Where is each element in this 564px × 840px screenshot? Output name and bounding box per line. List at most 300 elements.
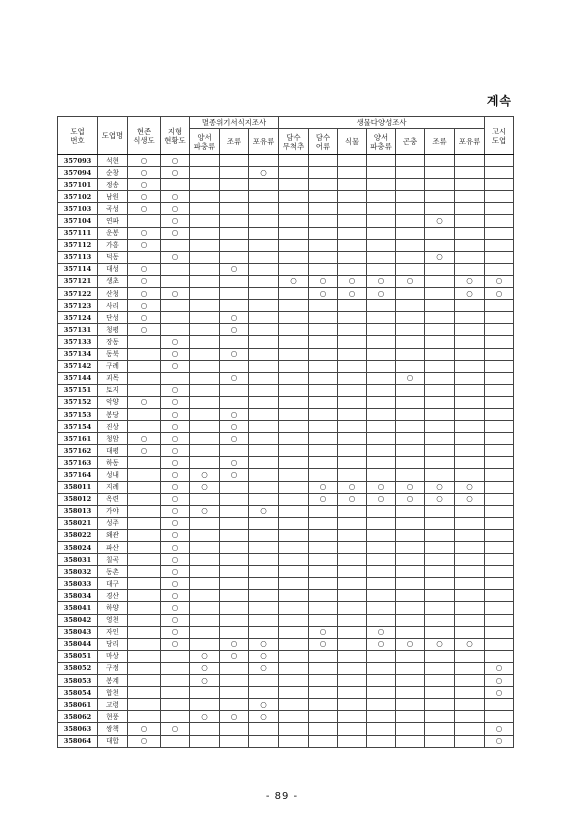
empty-cell <box>220 687 249 699</box>
table-row <box>58 711 514 723</box>
empty-cell <box>396 457 425 469</box>
empty-cell <box>485 372 514 384</box>
empty-cell <box>279 372 309 384</box>
survey-mark-cell: ○ <box>161 626 190 638</box>
map-name-cell: 고령 <box>98 699 128 711</box>
empty-cell <box>128 578 161 590</box>
empty-cell <box>455 614 485 626</box>
table-row <box>58 529 514 541</box>
empty-cell <box>190 288 220 300</box>
empty-cell <box>485 505 514 517</box>
empty-cell <box>367 457 396 469</box>
empty-cell <box>309 650 338 662</box>
empty-cell <box>396 348 425 360</box>
empty-cell <box>249 445 279 457</box>
empty-cell <box>309 505 338 517</box>
map-name-cell: 합천 <box>98 687 128 699</box>
empty-cell <box>220 542 249 554</box>
empty-cell <box>161 372 190 384</box>
empty-cell <box>396 167 425 179</box>
empty-cell <box>220 566 249 578</box>
empty-cell <box>220 578 249 590</box>
map-number-cell: 357154 <box>58 421 98 433</box>
empty-cell <box>190 542 220 554</box>
empty-cell <box>367 312 396 324</box>
empty-cell <box>425 372 455 384</box>
table-row <box>58 421 514 433</box>
map-name-cell: 당리 <box>98 638 128 650</box>
table-row <box>58 275 514 287</box>
empty-cell <box>249 384 279 396</box>
empty-cell <box>190 493 220 505</box>
empty-cell <box>220 384 249 396</box>
empty-cell <box>249 626 279 638</box>
empty-cell <box>128 687 161 699</box>
empty-cell <box>396 324 425 336</box>
empty-cell <box>309 517 338 529</box>
empty-cell <box>249 433 279 445</box>
map-name-cell: 토지 <box>98 384 128 396</box>
table-row <box>58 481 514 493</box>
empty-cell <box>396 179 425 191</box>
survey-mark-cell: ○ <box>220 421 249 433</box>
survey-mark-cell: ○ <box>279 275 309 287</box>
survey-mark-cell: ○ <box>485 288 514 300</box>
survey-mark-cell: ○ <box>161 602 190 614</box>
survey-mark-cell: ○ <box>367 493 396 505</box>
empty-cell <box>455 675 485 687</box>
map-name-cell: 왜관 <box>98 529 128 541</box>
empty-cell <box>249 155 279 167</box>
empty-cell <box>309 687 338 699</box>
empty-cell <box>249 602 279 614</box>
empty-cell <box>279 433 309 445</box>
empty-cell <box>485 324 514 336</box>
empty-cell <box>220 493 249 505</box>
empty-cell <box>220 675 249 687</box>
empty-cell <box>455 602 485 614</box>
empty-cell <box>455 542 485 554</box>
empty-cell <box>396 554 425 566</box>
empty-cell <box>309 336 338 348</box>
continued-label: 계속 <box>486 94 512 108</box>
empty-cell <box>220 699 249 711</box>
survey-mark-cell: ○ <box>220 312 249 324</box>
empty-cell <box>396 723 425 735</box>
empty-cell <box>455 360 485 372</box>
survey-mark-cell: ○ <box>455 493 485 505</box>
table-row <box>58 288 514 300</box>
map-number-cell: 358032 <box>58 566 98 578</box>
map-number-cell: 358022 <box>58 529 98 541</box>
empty-cell <box>309 324 338 336</box>
empty-cell <box>249 457 279 469</box>
empty-cell <box>249 251 279 263</box>
empty-cell <box>425 505 455 517</box>
table-row <box>58 469 514 481</box>
map-number-cell: 357163 <box>58 457 98 469</box>
empty-cell <box>338 251 367 263</box>
empty-cell <box>485 215 514 227</box>
map-number-cell: 357164 <box>58 469 98 481</box>
empty-cell <box>455 372 485 384</box>
empty-cell <box>309 155 338 167</box>
survey-mark-cell: ○ <box>425 481 455 493</box>
empty-cell <box>396 662 425 674</box>
empty-cell <box>367 699 396 711</box>
map-number-cell: 358021 <box>58 517 98 529</box>
survey-mark-cell: ○ <box>309 288 338 300</box>
empty-cell <box>338 566 367 578</box>
empty-cell <box>367 566 396 578</box>
empty-cell <box>396 300 425 312</box>
empty-cell <box>367 300 396 312</box>
survey-mark-cell: ○ <box>161 348 190 360</box>
empty-cell <box>396 699 425 711</box>
survey-mark-cell: ○ <box>161 638 190 650</box>
table-row <box>58 433 514 445</box>
empty-cell <box>279 288 309 300</box>
survey-mark-cell: ○ <box>190 711 220 723</box>
empty-cell <box>128 554 161 566</box>
map-name-cell: 현풍 <box>98 711 128 723</box>
table-row <box>58 638 514 650</box>
empty-cell <box>220 554 249 566</box>
map-name-cell: 영천 <box>98 614 128 626</box>
survey-mark-cell: ○ <box>309 275 338 287</box>
map-number-cell: 357101 <box>58 179 98 191</box>
map-number-cell: 357114 <box>58 263 98 275</box>
empty-cell <box>455 723 485 735</box>
map-name-cell: 자인 <box>98 626 128 638</box>
map-name-cell: 동촌 <box>98 566 128 578</box>
empty-cell <box>190 191 220 203</box>
empty-cell <box>128 650 161 662</box>
empty-cell <box>190 275 220 287</box>
empty-cell <box>220 662 249 674</box>
empty-cell <box>128 457 161 469</box>
empty-cell <box>128 493 161 505</box>
empty-cell <box>367 348 396 360</box>
empty-cell <box>249 723 279 735</box>
empty-cell <box>279 336 309 348</box>
map-number-cell: 357121 <box>58 275 98 287</box>
map-name-cell: 덕동 <box>98 251 128 263</box>
empty-cell <box>367 239 396 251</box>
survey-mark-cell: ○ <box>485 675 514 687</box>
empty-cell <box>128 215 161 227</box>
map-name-cell: 성내 <box>98 469 128 481</box>
empty-cell <box>190 167 220 179</box>
empty-cell <box>338 542 367 554</box>
empty-cell <box>249 215 279 227</box>
empty-cell <box>396 288 425 300</box>
table-row <box>58 336 514 348</box>
empty-cell <box>161 675 190 687</box>
empty-cell <box>279 590 309 602</box>
header-biodiversity-col: 담수 무척추 <box>279 129 309 155</box>
map-number-cell: 358011 <box>58 481 98 493</box>
empty-cell <box>279 396 309 408</box>
survey-mark-cell: ○ <box>161 529 190 541</box>
empty-cell <box>279 191 309 203</box>
empty-cell <box>425 263 455 275</box>
empty-cell <box>367 517 396 529</box>
empty-cell <box>190 554 220 566</box>
map-name-cell: 대평 <box>98 445 128 457</box>
empty-cell <box>367 542 396 554</box>
empty-cell <box>338 735 367 747</box>
empty-cell <box>249 578 279 590</box>
header-biodiversity-survey: 생물다양성조사 <box>279 117 485 129</box>
empty-cell <box>279 699 309 711</box>
survey-mark-cell: ○ <box>128 239 161 251</box>
empty-cell <box>249 336 279 348</box>
empty-cell <box>309 408 338 420</box>
empty-cell <box>190 227 220 239</box>
map-number-cell: 357113 <box>58 251 98 263</box>
empty-cell <box>338 263 367 275</box>
empty-cell <box>455 215 485 227</box>
empty-cell <box>338 529 367 541</box>
empty-cell <box>309 578 338 590</box>
map-name-cell: 하동 <box>98 457 128 469</box>
empty-cell <box>249 408 279 420</box>
empty-cell <box>455 312 485 324</box>
header-notice-map: 고시 도엽 <box>485 117 514 155</box>
survey-mark-cell: ○ <box>220 711 249 723</box>
table-row <box>58 155 514 167</box>
empty-cell <box>220 215 249 227</box>
empty-cell <box>396 433 425 445</box>
table-row <box>58 602 514 614</box>
empty-cell <box>425 408 455 420</box>
table-row <box>58 203 514 215</box>
table-row <box>58 626 514 638</box>
empty-cell <box>309 529 338 541</box>
empty-cell <box>396 239 425 251</box>
empty-cell <box>279 566 309 578</box>
empty-cell <box>279 179 309 191</box>
table-row <box>58 324 514 336</box>
empty-cell <box>367 324 396 336</box>
empty-cell <box>425 517 455 529</box>
map-number-cell: 357104 <box>58 215 98 227</box>
empty-cell <box>279 300 309 312</box>
empty-cell <box>338 687 367 699</box>
empty-cell <box>338 155 367 167</box>
map-name-cell: 진상 <box>98 421 128 433</box>
empty-cell <box>455 590 485 602</box>
empty-cell <box>249 590 279 602</box>
map-name-cell: 정송 <box>98 179 128 191</box>
empty-cell <box>249 566 279 578</box>
table-row <box>58 457 514 469</box>
empty-cell <box>455 263 485 275</box>
survey-mark-cell: ○ <box>396 638 425 650</box>
table-row <box>58 493 514 505</box>
empty-cell <box>249 360 279 372</box>
empty-cell <box>279 227 309 239</box>
map-number-cell: 357161 <box>58 433 98 445</box>
empty-cell <box>128 481 161 493</box>
empty-cell <box>249 554 279 566</box>
empty-cell <box>396 735 425 747</box>
map-name-cell: 괴목 <box>98 372 128 384</box>
empty-cell <box>455 433 485 445</box>
empty-cell <box>425 735 455 747</box>
header-biodiversity-col: 담수 어류 <box>309 129 338 155</box>
empty-cell <box>396 517 425 529</box>
empty-cell <box>220 602 249 614</box>
empty-cell <box>485 542 514 554</box>
empty-cell <box>128 251 161 263</box>
table-row <box>58 590 514 602</box>
empty-cell <box>367 372 396 384</box>
empty-cell <box>161 263 190 275</box>
map-name-cell: 성주 <box>98 517 128 529</box>
map-number-cell: 357151 <box>58 384 98 396</box>
empty-cell <box>190 348 220 360</box>
empty-cell <box>161 312 190 324</box>
map-number-cell: 357124 <box>58 312 98 324</box>
empty-cell <box>190 336 220 348</box>
empty-cell <box>249 239 279 251</box>
empty-cell <box>367 578 396 590</box>
empty-cell <box>220 275 249 287</box>
survey-mark-cell: ○ <box>455 638 485 650</box>
empty-cell <box>161 239 190 251</box>
header-endangered-habitat-survey: 멸종위기서식지조사 <box>190 117 279 129</box>
empty-cell <box>220 614 249 626</box>
empty-cell <box>367 191 396 203</box>
empty-cell <box>309 239 338 251</box>
empty-cell <box>220 191 249 203</box>
empty-cell <box>455 336 485 348</box>
empty-cell <box>485 396 514 408</box>
empty-cell <box>485 590 514 602</box>
empty-cell <box>128 566 161 578</box>
empty-cell <box>338 614 367 626</box>
empty-cell <box>309 602 338 614</box>
empty-cell <box>309 699 338 711</box>
empty-cell <box>220 288 249 300</box>
empty-cell <box>190 384 220 396</box>
empty-cell <box>279 167 309 179</box>
empty-cell <box>190 517 220 529</box>
empty-cell <box>367 723 396 735</box>
empty-cell <box>425 179 455 191</box>
empty-cell <box>425 457 455 469</box>
empty-cell <box>425 203 455 215</box>
empty-cell <box>367 662 396 674</box>
empty-cell <box>367 408 396 420</box>
empty-cell <box>396 408 425 420</box>
table-row <box>58 408 514 420</box>
empty-cell <box>190 360 220 372</box>
table-row <box>58 662 514 674</box>
map-number-cell: 358051 <box>58 650 98 662</box>
header-biodiversity-col: 곤충 <box>396 129 425 155</box>
empty-cell <box>338 348 367 360</box>
empty-cell <box>161 687 190 699</box>
empty-cell <box>485 650 514 662</box>
empty-cell <box>220 505 249 517</box>
empty-cell <box>455 735 485 747</box>
empty-cell <box>485 251 514 263</box>
empty-cell <box>190 179 220 191</box>
map-number-cell: 358053 <box>58 675 98 687</box>
empty-cell <box>279 554 309 566</box>
map-name-cell: 칠곡 <box>98 554 128 566</box>
survey-mark-cell: ○ <box>190 505 220 517</box>
map-name-cell: 봉계 <box>98 675 128 687</box>
map-name-cell: 파산 <box>98 542 128 554</box>
empty-cell <box>367 360 396 372</box>
map-number-cell: 358033 <box>58 578 98 590</box>
empty-cell <box>190 215 220 227</box>
empty-cell <box>425 324 455 336</box>
table-row <box>58 396 514 408</box>
empty-cell <box>425 433 455 445</box>
empty-cell <box>367 735 396 747</box>
survey-mark-cell: ○ <box>161 421 190 433</box>
table-row <box>58 215 514 227</box>
survey-mark-cell: ○ <box>249 167 279 179</box>
empty-cell <box>485 167 514 179</box>
map-number-cell: 357094 <box>58 167 98 179</box>
survey-mark-cell: ○ <box>128 723 161 735</box>
map-name-cell: 가야 <box>98 505 128 517</box>
survey-mark-cell: ○ <box>396 372 425 384</box>
empty-cell <box>338 408 367 420</box>
empty-cell <box>455 699 485 711</box>
empty-cell <box>309 251 338 263</box>
empty-cell <box>249 421 279 433</box>
empty-cell <box>338 638 367 650</box>
empty-cell <box>455 396 485 408</box>
table-row <box>58 445 514 457</box>
map-name-cell: 대성 <box>98 263 128 275</box>
empty-cell <box>128 348 161 360</box>
empty-cell <box>249 675 279 687</box>
survey-mark-cell: ○ <box>396 493 425 505</box>
empty-cell <box>190 396 220 408</box>
empty-cell <box>279 408 309 420</box>
empty-cell <box>338 662 367 674</box>
empty-cell <box>190 433 220 445</box>
survey-mark-cell: ○ <box>309 481 338 493</box>
empty-cell <box>425 590 455 602</box>
survey-mark-cell: ○ <box>161 384 190 396</box>
survey-mark-cell: ○ <box>161 542 190 554</box>
survey-mark-cell: ○ <box>128 312 161 324</box>
survey-mark-cell: ○ <box>425 493 455 505</box>
empty-cell <box>455 421 485 433</box>
empty-cell <box>220 227 249 239</box>
empty-cell <box>396 263 425 275</box>
empty-cell <box>309 348 338 360</box>
empty-cell <box>279 626 309 638</box>
map-number-cell: 358064 <box>58 735 98 747</box>
empty-cell <box>425 445 455 457</box>
empty-cell <box>249 227 279 239</box>
map-number-cell: 358013 <box>58 505 98 517</box>
empty-cell <box>367 711 396 723</box>
empty-cell <box>190 687 220 699</box>
empty-cell <box>220 396 249 408</box>
empty-cell <box>279 263 309 275</box>
